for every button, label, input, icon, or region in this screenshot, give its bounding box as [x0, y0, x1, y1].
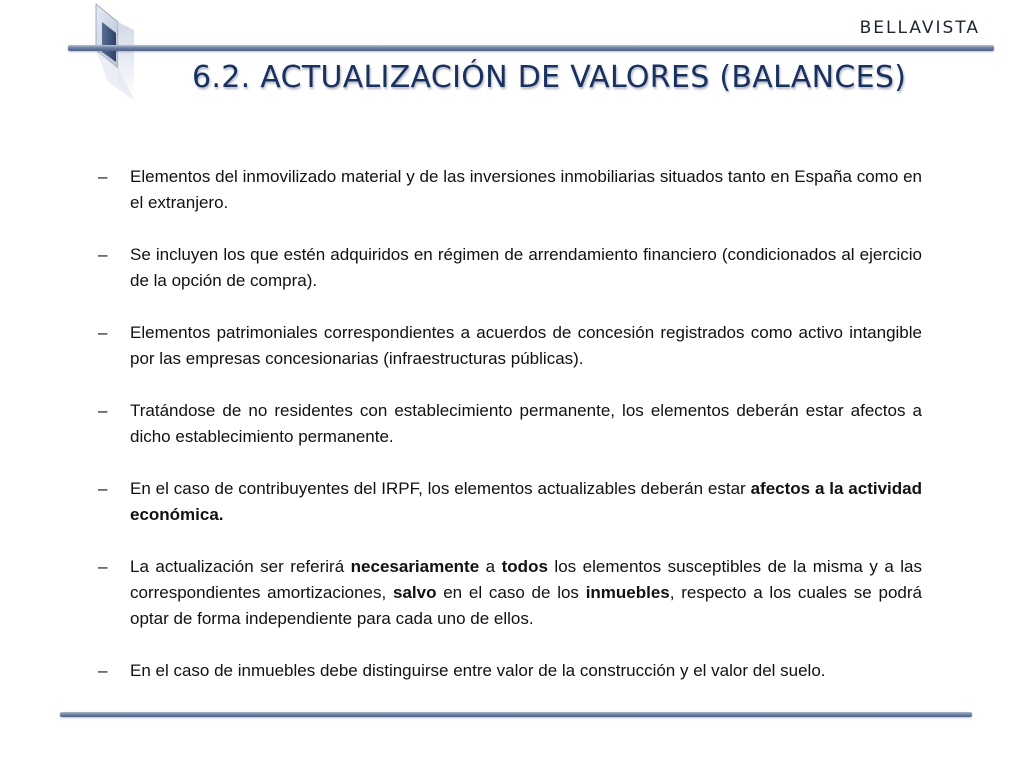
bullet-text: a — [479, 557, 502, 576]
brand-name: BELLAVISTA — [859, 18, 980, 38]
bullet-item — [96, 658, 922, 684]
bullet-text: , respecto a los cuales se podrá optar de forma independiente para cada uno de ellos. — [130, 583, 922, 628]
bullet-text: Tratándose de no residentes con establecimiento permanente, los elementos deberán estar afectos a dicho establecimiento permanente. — [130, 401, 922, 446]
bullet-item — [96, 398, 922, 450]
footer-rule — [60, 712, 972, 717]
bullet-text: La actualización ser referirá — [130, 557, 351, 576]
bullet-emphasis: salvo — [392, 583, 437, 602]
bullet-item — [96, 320, 922, 372]
bullet-emphasis: necesariamente — [350, 557, 480, 576]
bullet-emphasis: afectos a la actividad económica. — [130, 479, 922, 524]
bullet-text: En el caso de contribuyentes del IRPF, los elementos actualizables deberán estar — [130, 479, 751, 498]
bullet-dash-icon: – — [98, 557, 108, 576]
bullet-text: Elementos del inmovilizado material y de las inversiones inmobiliarias situados tanto en España como en el extranjero. — [130, 167, 922, 212]
bullet-dash-icon: – — [98, 245, 108, 264]
bullet-dash-icon: – — [98, 323, 108, 342]
bullet-dash-icon: – — [98, 479, 108, 498]
bellavista-logo-icon — [88, 2, 144, 102]
bullet-list — [96, 164, 922, 710]
bullet-emphasis: inmuebles — [585, 583, 670, 602]
bullet-text: los elementos susceptibles de la misma y a las correspondientes amortizaciones, — [130, 557, 923, 602]
bullet-item — [96, 554, 922, 632]
bullet-dash-icon: – — [98, 167, 108, 186]
slide-title: 6.2. ACTUALIZACIÓN DE VALORES (BALANCES) — [192, 60, 907, 95]
bullet-text: En el caso de inmuebles debe distinguirse entre valor de la construcción y el valor del suelo. — [130, 661, 826, 680]
header-rule — [68, 45, 994, 51]
bullet-item — [96, 242, 922, 294]
bullet-dash-icon: – — [98, 661, 108, 680]
bullet-item — [96, 476, 922, 528]
bullet-text: Elementos patrimoniales correspondientes a acuerdos de concesión registrados como activo intangible por las empresas concesionarias (infraestructuras públicas). — [130, 323, 922, 368]
bullet-item — [96, 164, 922, 216]
bullet-text: en el caso de los — [436, 583, 586, 602]
bullet-dash-icon: – — [98, 401, 108, 420]
bullet-text: Se incluyen los que estén adquiridos en régimen de arrendamiento financiero (condicionados al ejercicio de la opción de compra). — [130, 245, 922, 290]
bullet-emphasis: todos — [501, 557, 548, 576]
